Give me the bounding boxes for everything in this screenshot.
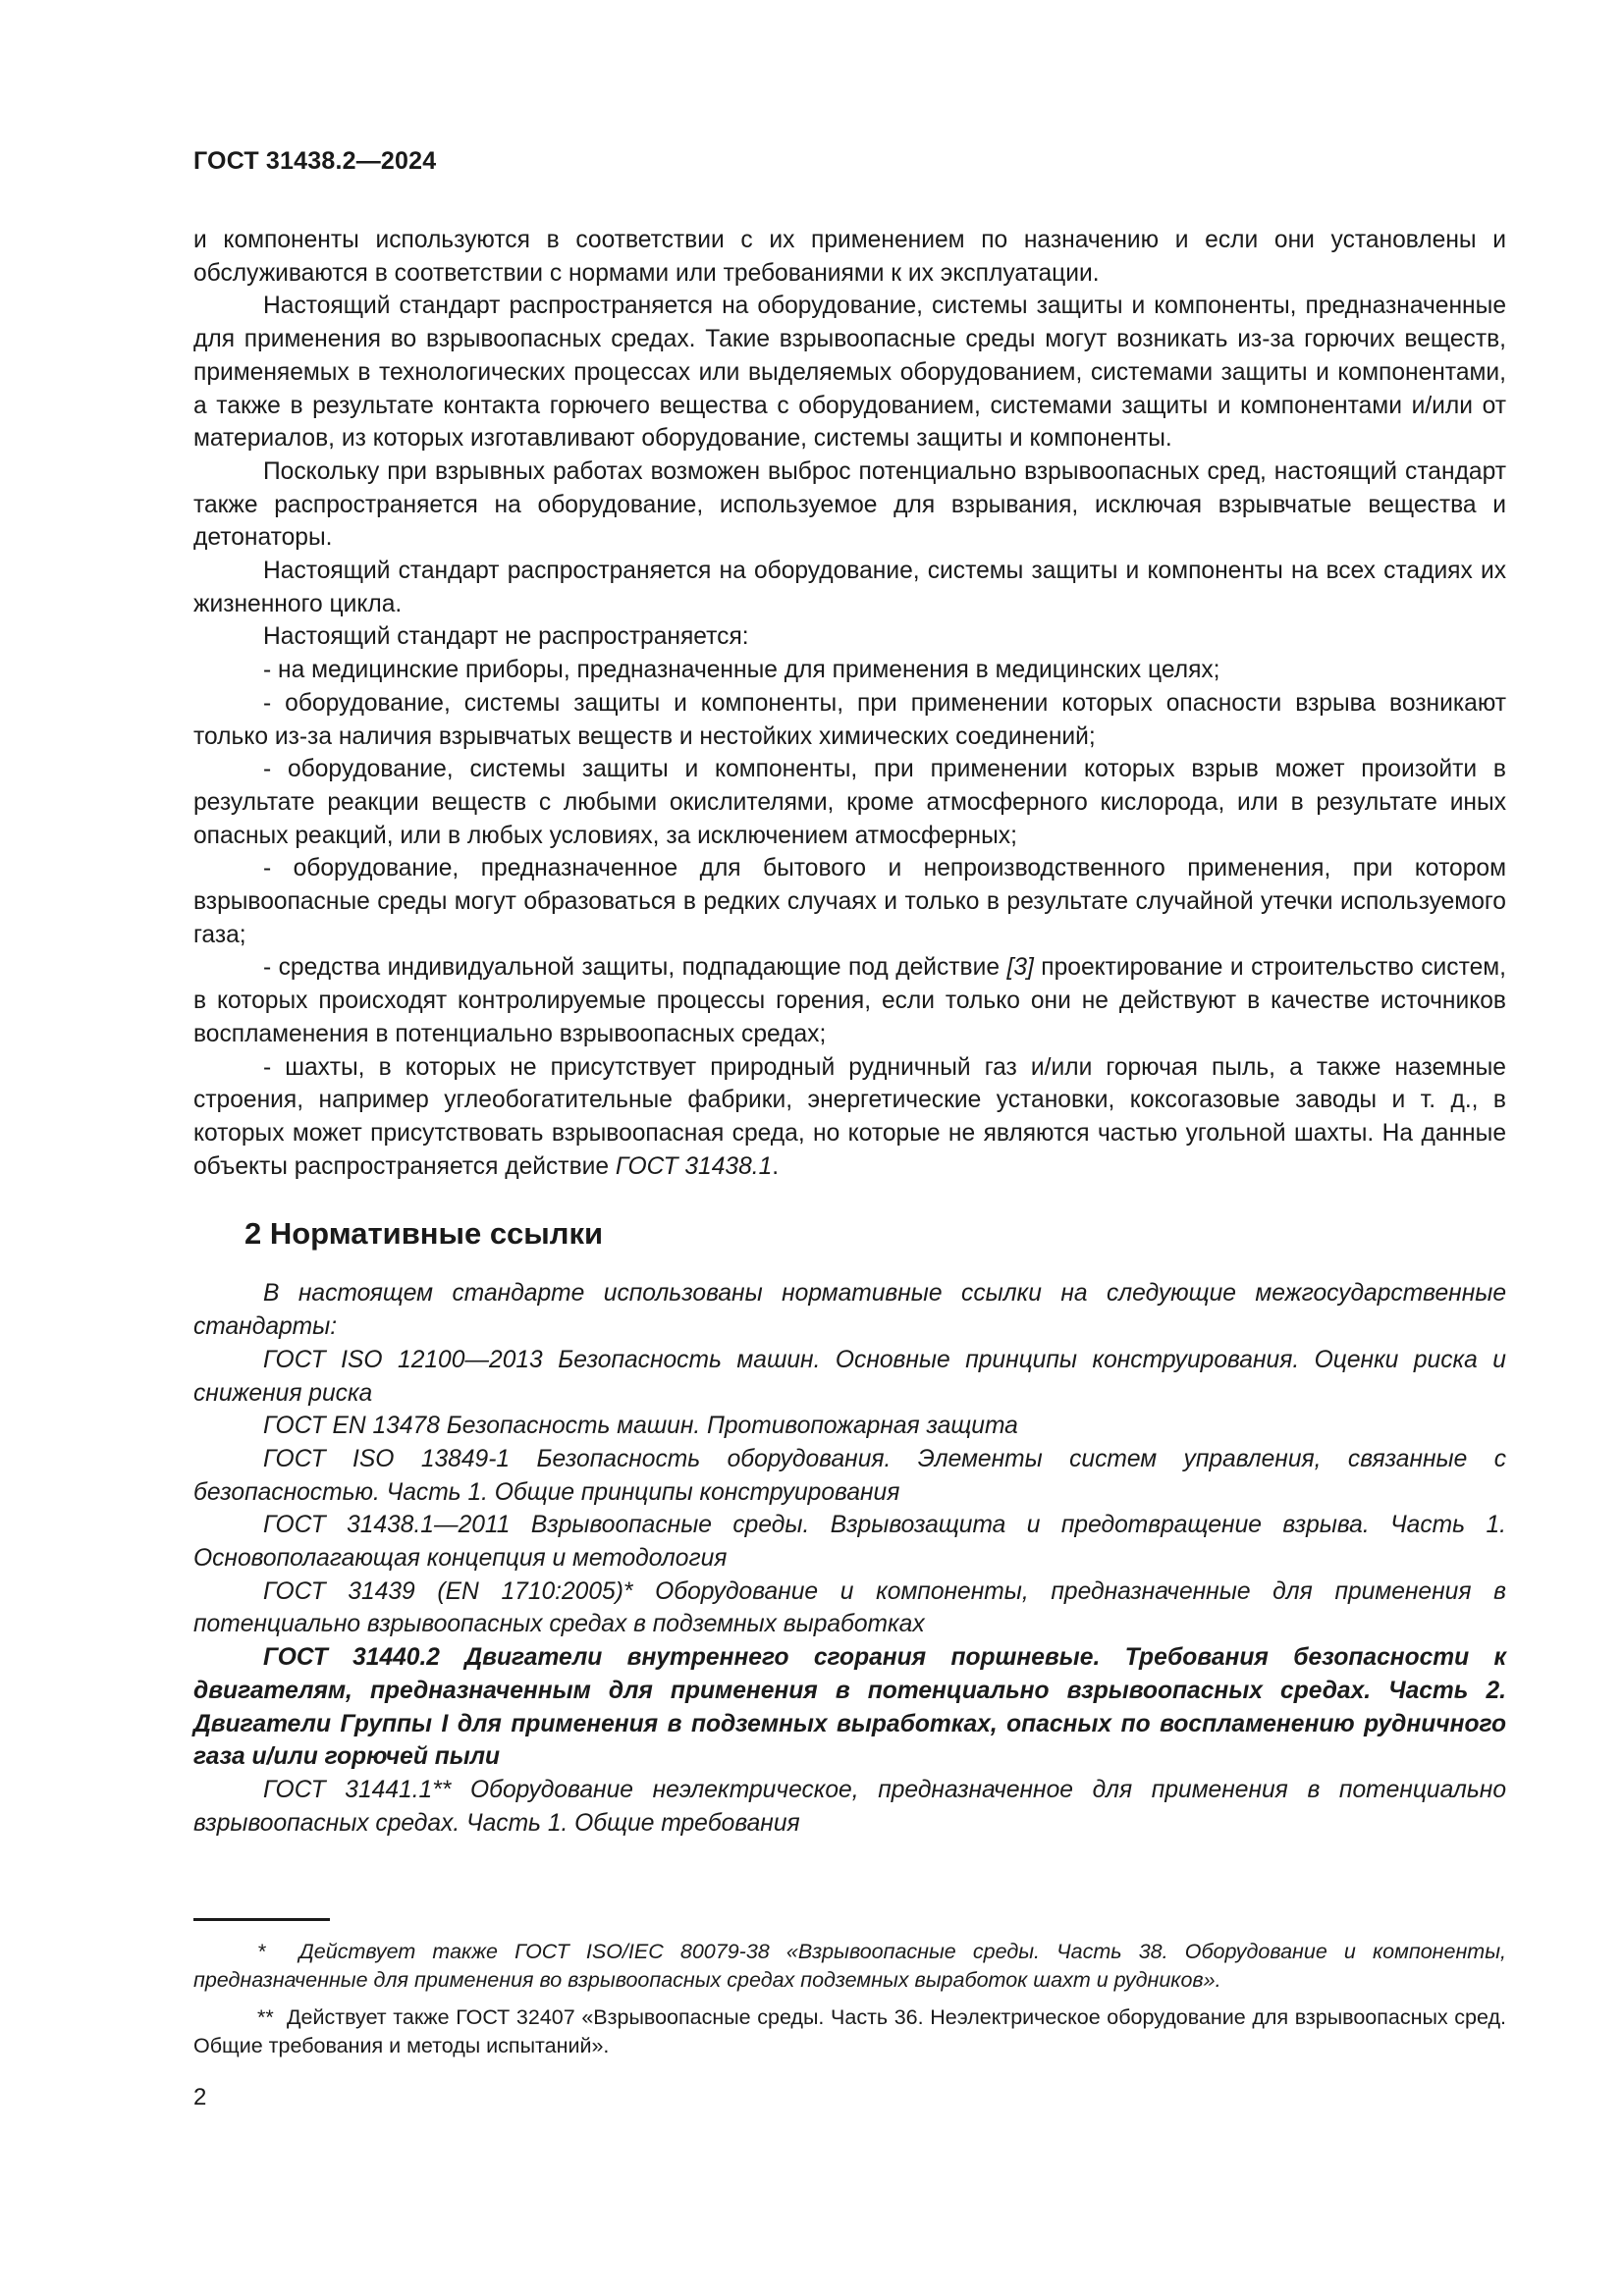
exclusion-text: . xyxy=(772,1152,780,1180)
paragraph: Настоящий стандарт не распространяется: xyxy=(263,623,749,651)
paragraph: Настоящий стандарт распространяется на оборудование, системы защиты и компоненты на всех стадиях их жизненного цикла. xyxy=(193,558,1506,617)
exclusion-item: - на медицинские приборы, предназначенные для применения в медицинских целях; xyxy=(263,657,1220,684)
footnote xyxy=(193,1938,1506,1995)
exclusion-item: - оборудование, системы защиты и компоненты, при применении которых опасности взрыва возникают только из-за наличия взрывчатых веществ и нестойких химических соединений; xyxy=(193,689,1506,750)
normative-reference: ГОСТ ISO 12100—2013 Безопасность машин. Основные принципы конструирования. Оценки риска и снижения риска xyxy=(193,1346,1506,1407)
exclusion-text: - средства индивидуальной защиты, подпадающие под действие xyxy=(263,954,1007,982)
normative-reference: ГОСТ ISO 13849-1 Безопасность оборудования. Элементы систем управления, связанные с безопасностью. Часть 1. Общие принципы конструирования xyxy=(193,1445,1506,1506)
document-body xyxy=(193,224,1506,1840)
document-header: ГОСТ 31438.2—2024 xyxy=(193,147,437,175)
standard-reference-link[interactable]: ГОСТ 31438.1 xyxy=(615,1152,773,1180)
normative-reference: ГОСТ EN 13478 Безопасность машин. Противопожарная защита xyxy=(263,1413,1018,1440)
section-heading: 2 Нормативные ссылки xyxy=(244,1216,604,1252)
footnote-text: Действует также ГОСТ ISO/IEC 80079-38 «Взрывоопасные среды. Часть 38. Оборудование и компоненты, предназначенные для применения во взрывоопасных средах подземных выработок шахт и рудников». xyxy=(193,1940,1506,1992)
exclusion-item xyxy=(193,951,1506,1050)
footnotes xyxy=(193,1938,1506,2069)
footnote-divider xyxy=(193,1918,330,1921)
footnote-text: Действует также ГОСТ 32407 «Взрывоопасные среды. Часть 36. Неэлектрическое оборудование для взрывоопасных сред. Общие требования и методы испытаний». xyxy=(193,2005,1507,2057)
footnote-mark: ** xyxy=(257,2005,274,2029)
normative-reference: ГОСТ 31438.1—2011 Взрывоопасные среды. Взрывозащита и предотвращение взрыва. Часть 1. Основополагающая концепция и методология xyxy=(193,1512,1506,1573)
footnote xyxy=(193,2003,1506,2060)
exclusion-text: - шахты, в которых не присутствует природный рудничный газ и/или горючая пыль, а также наземные строения, например углеобогатительные фабрики, энергетические установки, коксогазовые заводы и т. д., в которых может присутствовать взрывоопасная среда, но которые не являются частью угольной шахты. На данные объекты распространяется действие xyxy=(193,1053,1506,1180)
normative-reference-highlighted: ГОСТ 31440.2 Двигатели внутреннего сгорания поршневые. Требования безопасности к двигателям, предназначенным для применения в потенциально взрывоопасных средах. Часть 2. Двигатели Группы I для применения в подземных выработках, опасных по воспламенению рудничного газа и/или горючей пыли xyxy=(193,1644,1506,1771)
paragraph: Настоящий стандарт распространяется на оборудование, системы защиты и компоненты, предназначенные для применения во взрывоопасных средах. Такие взрывоопасные среды могут возникать из-за горючих веществ, применяемых в технологических процессах или выделяемых оборудованием, системами защиты и компонентами, а также в результате контакта горючего вещества с оборудованием, системами защиты и компонентами и/или от материалов, из которых изготавливают оборудование, системы защиты и компоненты. xyxy=(193,293,1506,453)
normative-reference: ГОСТ 31439 (EN 1710:2005)* Оборудование и компоненты, предназначенные для применения в потенциально взрывоопасных средах в подземных выработках xyxy=(193,1577,1506,1638)
exclusion-text: проектирование и строительство систем, в которых происходят контролируемые процессы горения, если только они не действуют в качестве источников воспламенения в потенциально взрывоопасных средах; xyxy=(193,954,1507,1047)
footnote-mark: * xyxy=(257,1940,266,1963)
paragraph: Поскольку при взрывных работах возможен выброс потенциально взрывоопасных сред, настоящий стандарт также распространяется на оборудование, используемое для взрывания, исключая взрывчатые вещества и детонаторы. xyxy=(193,457,1506,552)
bibliography-reference-link[interactable]: [3] xyxy=(1006,954,1034,982)
normative-reference: ГОСТ 31441.1** Оборудование неэлектрическое, предназначенное для применения в потенциально взрывоопасных средах. Часть 1. Общие требования xyxy=(193,1776,1506,1837)
page-number: 2 xyxy=(193,2084,207,2110)
section-intro: В настоящем стандарте использованы нормативные ссылки на следующие межгосударственные стандарты: xyxy=(193,1280,1506,1341)
exclusion-item: - оборудование, системы защиты и компоненты, при применении которых взрыв может произойти в результате реакции веществ с любыми окислителями, кроме атмосферного кислорода, или в результате иных опасных реакций, или в любых условиях, за исключением атмосферных; xyxy=(193,756,1506,849)
paragraph: и компоненты используются в соответствии с их применением по назначению и если они установлены и обслуживаются в соответствии с нормами или требованиями к их эксплуатации. xyxy=(193,227,1506,287)
exclusion-item: - оборудование, предназначенное для бытового и непроизводственного применения, при котором взрывоопасные среды могут образоваться в редких случаях и только в результате случайной утечки используемого газа; xyxy=(193,855,1506,948)
exclusion-item xyxy=(193,1051,1506,1184)
